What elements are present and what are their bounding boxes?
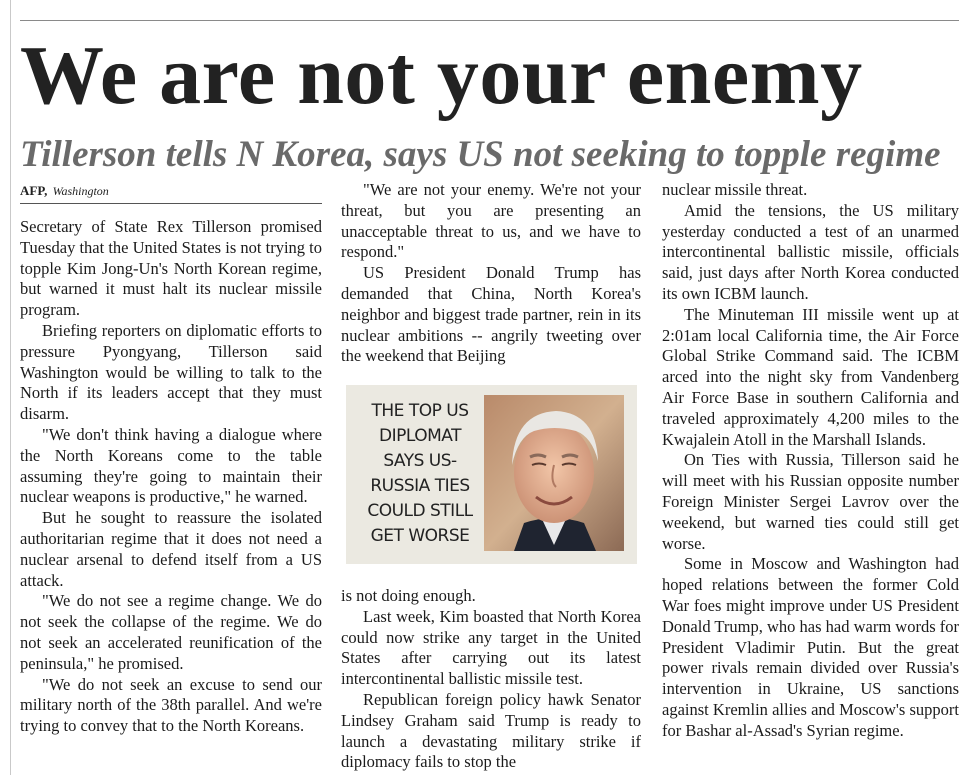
- paragraph: "We don't think having a dialogue where the North Koreans come to the table assuming they're going to maintain their nuclear weapons is productive," he warned.: [20, 424, 322, 507]
- paragraph: "We do not see a regime change. We do not seek the collapse of the regime. We do not seek an accelerated reunification of the peninsula," he promised.: [20, 591, 322, 673]
- article-column-3: [662, 180, 959, 742]
- pull-quote-line: RUSSIA TIES: [370, 476, 470, 496]
- paragraph: "We do not seek an excuse to send our military north of the 38th parallel. And we're trying to convey that to the North Koreans.: [20, 674, 322, 736]
- byline-dateline: Washington: [52, 184, 109, 198]
- paragraph: US President Donald Trump has demanded that China, North Korea's neighbor and biggest trade partner, rein in its nuclear ambitions -- angrily tweeting over the weekend that Beijing: [341, 263, 641, 366]
- left-border: [10, 0, 11, 775]
- paragraph: The Minuteman III missile went up at 2:01am local California time, the Air Force Global Strike Command said. The ICBM arced into the night sky from Vandenberg Air Force Base in southern California and traveled approximately 4,200 miles to the Kwajalein Atoll in the Marshall Islands.: [662, 304, 959, 449]
- pull-quote-line: SAYS US-: [383, 451, 457, 471]
- byline-agency: AFP,: [20, 183, 48, 198]
- pull-quote-line: DIPLOMAT: [379, 426, 461, 446]
- paragraph: nuclear missile threat.: [662, 180, 808, 199]
- article-column-2-bottom: [341, 586, 641, 773]
- subheadline: Tillerson tells N Korea, says US not seeking to topple regime: [20, 134, 941, 175]
- pull-quote-line: COULD STILL: [367, 501, 473, 521]
- pull-quote-line: GET WORSE: [370, 526, 470, 546]
- headline: We are not your enemy: [20, 29, 863, 122]
- paragraph: Amid the tensions, the US military yesterday conducted a test of an unarmed intercontinental ballistic missile, officials said, just days after North Korea conducted its own ICBM launch.: [662, 200, 959, 303]
- pull-quote-text: [360, 399, 480, 549]
- paragraph: "We are not your enemy. We're not your threat, but you are presenting an unacceptable threat to us, and we have to respond.": [341, 180, 641, 262]
- paragraph: On Ties with Russia, Tillerson said he will meet with his Russian opposite number Foreign Minister Sergei Lavrov over the weekend, but warned ties could still get worse.: [662, 450, 959, 553]
- paragraph: Republican foreign policy hawk Senator Lindsey Graham said Trump is ready to launch a devastating military strike if diplomacy fails to stop the: [341, 689, 641, 772]
- top-rule: [20, 20, 959, 21]
- byline-rule: [20, 203, 322, 204]
- pull-quote-box: [346, 385, 637, 564]
- paragraph: But he sought to reassure the isolated authoritarian regime that it does not need a nuclear arsenal to defend itself from a US attack.: [20, 508, 322, 590]
- paragraph: Briefing reporters on diplomatic efforts to pressure Pyongyang, Tillerson said Washington would be willing to talk to the North if its leaders accept that they must disarm.: [20, 320, 322, 424]
- pull-quote-line: THE TOP US: [371, 401, 469, 421]
- article-column-1: [20, 217, 322, 737]
- paragraph: Some in Moscow and Washington had hoped relations between the former Cold War foes might improve under US President Donald Trump, who has had warm words for President Vladimir Putin. But the great power rivals remain divided over Russia's intervention in Ukraine, US sanctions against Kremlin allies and Moscow's support for Bashar al-Assad's Syrian regime.: [662, 554, 959, 740]
- paragraph: Secretary of State Rex Tillerson promised Tuesday that the United States is not trying to topple Kim Jong-Un's North Korean regime, but warned it must halt its nuclear missile program.: [20, 217, 322, 320]
- byline: [20, 183, 109, 199]
- paragraph: is not doing enough.: [341, 586, 476, 605]
- article-column-2-top: [341, 180, 641, 367]
- paragraph: Last week, Kim boasted that North Korea could now strike any target in the United States after carrying out its latest intercontinental ballistic missile test.: [341, 606, 641, 689]
- portrait-photo: [484, 395, 624, 551]
